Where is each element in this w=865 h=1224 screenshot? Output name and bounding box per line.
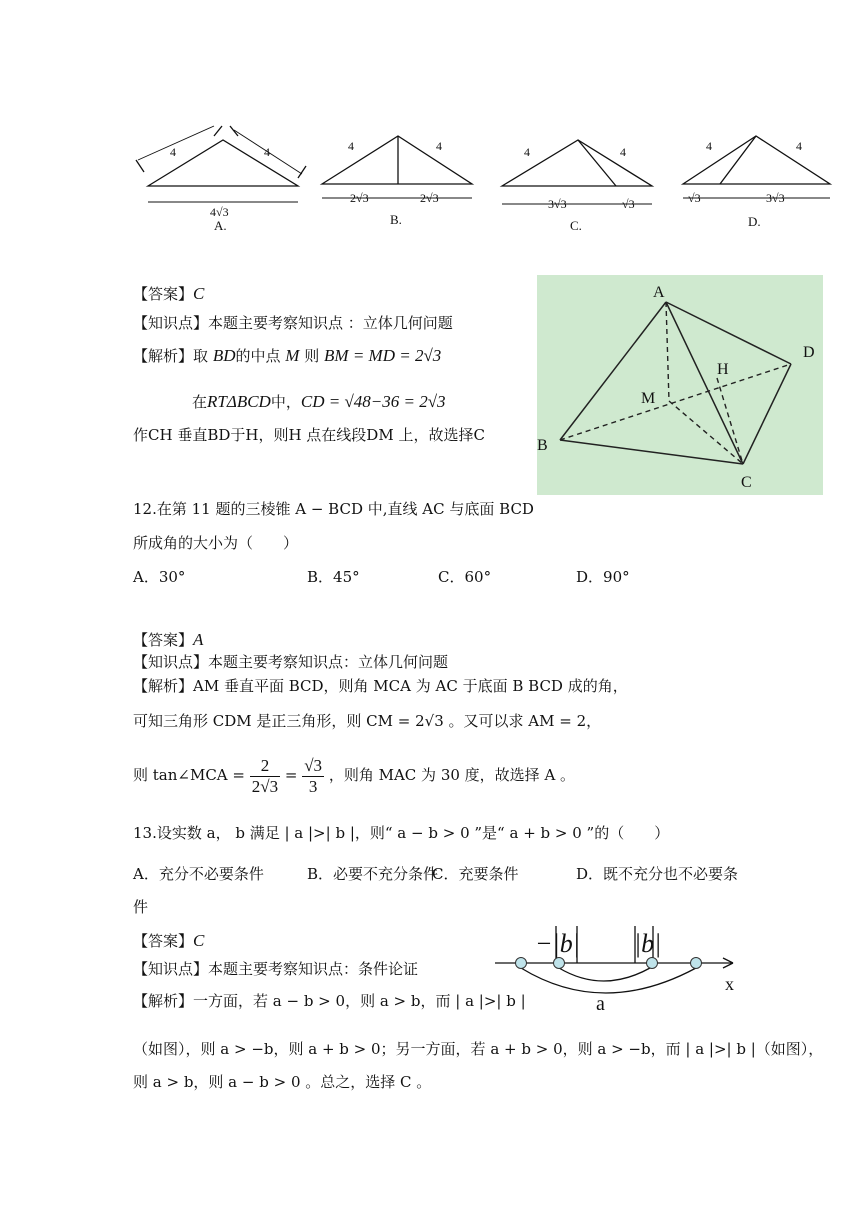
svg-text:√3: √3: [688, 191, 701, 205]
q13-analysis-1: 【解析】一方面，若 a − b > 0，则 a > b，而 | a |>| b |: [133, 992, 526, 1010]
q12-analysis-2: 可知三角形 CDM 是正三角形，则 CM = 2√3 。又可以求 AM = 2，: [133, 712, 602, 730]
option-triangles-figure: [130, 112, 840, 242]
svg-text:3√3: 3√3: [548, 197, 567, 211]
number-line-point: [647, 958, 658, 969]
svg-text:4: 4: [706, 139, 712, 153]
q13-stem-wrap: 件: [133, 898, 149, 916]
svg-text:C: C: [741, 474, 752, 491]
number-line-point: [554, 958, 565, 969]
svg-text:H: H: [717, 361, 729, 378]
q11-analysis-2: 在RTΔBCD中，CD = √48−36 = 2√3: [192, 392, 446, 411]
q12-analysis-1: 【解析】AM 垂直平面 BCD，则角 MCA 为 AC 于底面 B BCD 成的角，: [133, 677, 628, 695]
q13-option-b: B．必要不充分条件: [307, 865, 439, 883]
q11-knowledge: 【知识点】本题主要考察知识点 ：立体几何问题: [133, 314, 453, 332]
svg-text:2√3: 2√3: [350, 191, 369, 205]
svg-text:a: a: [596, 993, 605, 1015]
q11-answer: 【答案】C: [133, 284, 205, 303]
svg-text:4: 4: [620, 145, 626, 159]
q13-option-a: A．充分不必要条件: [133, 865, 264, 883]
fraction-1: $\frac{2}{2√3}$: [251, 755, 279, 796]
q13-knowledge: 【知识点】本题主要考察知识点：条件论证: [133, 960, 419, 978]
q13-stem: 13.设实数 a， b 满足 | a |>| b |，则“ a − b > 0 ”是“ a + b > 0 ”的（ ）: [133, 824, 670, 842]
svg-text:4: 4: [264, 145, 270, 159]
q12-option-d: D．90°: [576, 568, 630, 586]
number-line-point: [691, 958, 702, 969]
q12-answer: 【答案】A: [133, 630, 204, 649]
pyramid-diagram: [537, 275, 823, 495]
q11-analysis-1: 【解析】取 BD的中点 M 则 BM = MD = 2√3: [133, 346, 442, 365]
q12-analysis-3: 则 tan∠MCA = $\frac{2}{2√3}$ = $\frac{√3}{3}$ ，则角 MAC 为 30 度，故选择 A 。: [133, 755, 576, 796]
number-line-point: [516, 958, 527, 969]
q13-option-d: D．既不充分也不必要条: [576, 865, 739, 883]
svg-text:√3: √3: [622, 197, 635, 211]
svg-text:D.: D.: [748, 214, 761, 229]
pyramid-figure: [537, 275, 823, 495]
svg-text:B: B: [537, 437, 548, 454]
svg-text:M: M: [641, 390, 656, 407]
fraction-2: $\frac{√3}{3}$: [304, 755, 323, 796]
svg-text:|b|: |b|: [634, 929, 662, 958]
number-line-figure: [495, 918, 745, 1018]
q12-stem-2: 所成角的大小为（ ）: [133, 534, 299, 552]
svg-text:C.: C.: [570, 218, 582, 233]
svg-text:4: 4: [170, 145, 176, 159]
q12-option-b: B．45°: [307, 568, 360, 586]
q12-knowledge: 【知识点】本题主要考察知识点：立体几何问题: [133, 653, 449, 671]
svg-text:4: 4: [796, 139, 802, 153]
q12-option-a: A．30°: [133, 568, 186, 586]
svg-text:4: 4: [348, 139, 354, 153]
q13-answer: 【答案】C: [133, 931, 205, 950]
triangle-b: [322, 136, 472, 184]
svg-text:4: 4: [436, 139, 442, 153]
svg-text:2√3: 2√3: [420, 191, 439, 205]
q13-analysis-2: （如图），则 a > −b，则 a + b > 0；另一方面，若 a + b > 0，则 a > −b，而 | a |>| b |（如图），: [133, 1040, 824, 1058]
svg-text:A.: A.: [214, 218, 227, 233]
svg-text:4√3: 4√3: [210, 205, 229, 219]
svg-text:−|b|: −|b|: [535, 929, 580, 958]
q12-option-c: C．60°: [438, 568, 492, 586]
q11-analysis-3: 作CH 垂直BD于H，则H 点在线段DM 上，故选择C: [133, 426, 485, 444]
svg-text:x: x: [725, 974, 734, 994]
q13-analysis-3: 则 a > b，则 a − b > 0 。总之，选择 C 。: [133, 1073, 432, 1091]
q13-option-c: C．充要条件: [432, 865, 519, 883]
svg-text:3√3: 3√3: [766, 191, 785, 205]
q12-stem-1: 12.在第 11 题的三棱锥 A − BCD 中,直线 AC 与底面 BCD: [133, 500, 534, 518]
svg-text:D: D: [803, 344, 815, 361]
svg-text:A: A: [653, 284, 665, 301]
svg-text:4: 4: [524, 145, 530, 159]
svg-text:B.: B.: [390, 212, 402, 227]
